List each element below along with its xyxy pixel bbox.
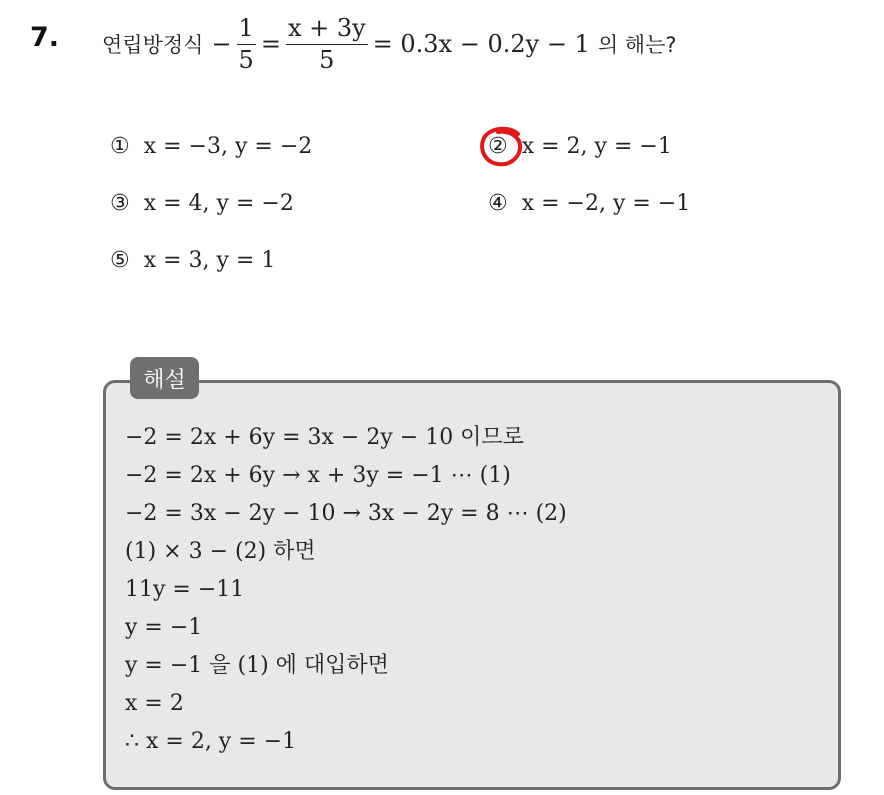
question-number: 7. — [30, 22, 60, 53]
choice-4[interactable] — [488, 191, 690, 216]
solution-line: ∴ x = 2, y = −1 — [125, 729, 297, 754]
solution-label: 해설 — [130, 357, 199, 399]
solution-body — [125, 419, 567, 761]
choice-3[interactable] — [110, 191, 294, 216]
equals-sign: = — [260, 30, 281, 58]
choice-marker: ③ — [110, 191, 130, 216]
question-suffix: 의 해는? — [597, 33, 677, 57]
solution-line: −2 = 2x + 6y = 3x − 2y − 10 이므로 — [125, 425, 524, 450]
answer-circle-icon — [478, 124, 526, 170]
choice-marker: ⑤ — [110, 248, 130, 273]
fraction-numerator: 1 — [237, 15, 256, 44]
choice-text: x = −2, y = −1 — [521, 191, 691, 216]
choice-text: x = 2, y = −1 — [521, 134, 672, 159]
solution-line: y = −1 을 (1) 에 대입하면 — [125, 653, 389, 678]
choice-marker: ① — [110, 134, 130, 159]
solution-line: −2 = 2x + 6y → x + 3y = −1 ⋯ (1) — [125, 463, 511, 488]
minus-sign: − — [211, 30, 232, 58]
fraction-one-fifth — [237, 15, 256, 73]
solution-line: x = 2 — [125, 691, 184, 716]
choice-marker: ② — [488, 134, 508, 159]
fraction-numerator: x + 3y — [286, 15, 368, 44]
solution-line: −2 = 3x − 2y − 10 → 3x − 2y = 8 ⋯ (2) — [125, 501, 567, 526]
solution-line: (1) × 3 − (2) 하면 — [125, 539, 316, 564]
fraction-denominator: 5 — [238, 45, 254, 74]
solution-line: 11y = −11 — [125, 577, 245, 602]
choice-text: x = 3, y = 1 — [143, 248, 276, 273]
choice-text: x = −3, y = −2 — [143, 134, 313, 159]
choice-5[interactable] — [110, 248, 275, 273]
question-intro: 연립방정식 — [102, 33, 204, 57]
choice-marker: ④ — [488, 191, 508, 216]
equation-rhs: = 0.3x − 0.2y − 1 — [372, 30, 590, 58]
choice-text: x = 4, y = −2 — [143, 191, 294, 216]
solution-line: y = −1 — [125, 615, 203, 640]
fraction-x-plus-3y — [286, 15, 368, 73]
question-text — [102, 12, 677, 76]
choice-1[interactable] — [110, 134, 312, 159]
fraction-denominator: 5 — [319, 45, 335, 74]
